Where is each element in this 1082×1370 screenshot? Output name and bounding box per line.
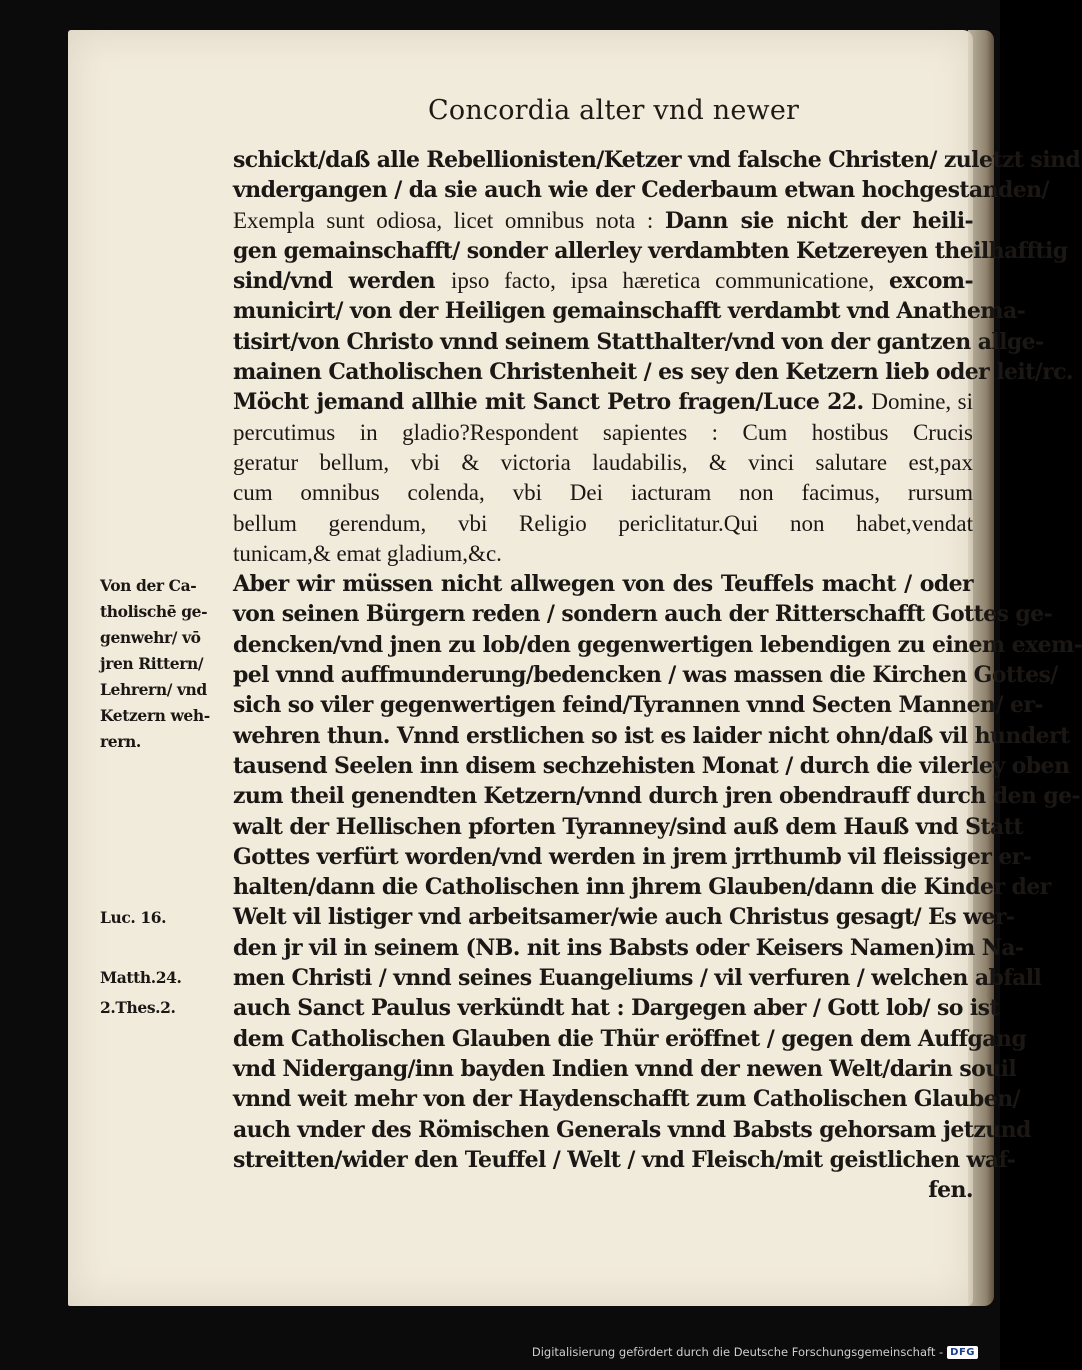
margin-note: Von der Ca- tholischē ge- genwehr/ vō jren Rittern/ Lehrern/ vnd Ketzern weh- rern.: [100, 576, 210, 752]
margin-note: Matth.24.: [100, 968, 182, 988]
margin-note: 2.Thes.2.: [100, 998, 176, 1018]
text-line: [233, 660, 1058, 690]
text-line: [233, 599, 1053, 629]
fraktur-text: auch Sanct Paulus verkündt hat : Dargegen aber / Gott lob/ so ist: [233, 995, 1000, 1022]
latin-text: bellum gerendum, vbi Religio periclitatur.Qui non habet,vendat: [233, 510, 973, 536]
fraktur-text: Gottes verfürt worden/vnd werden in jrem jrrthumb vil fleissiger er-: [233, 843, 1032, 870]
text-line: [233, 630, 1082, 660]
latin-text: percutimus in gladio?Respondent sapientes : Cum hostibus Crucis: [233, 419, 973, 445]
text-line: [233, 448, 973, 478]
fraktur-text: Dann sie nicht der heili-: [664, 207, 973, 234]
fraktur-text: pel vnnd auffmunderung/bedencken / was massen die Kirchen Gottes/: [233, 662, 1058, 689]
fraktur-text: men Christi / vnnd seines Euangeliums / vil verfuren / welchen abfall: [233, 965, 1042, 992]
text-line: [233, 1084, 1020, 1114]
fraktur-text: sind/vnd werden: [233, 268, 452, 295]
text-line: [233, 721, 1070, 751]
running-head: Concordia alter vnd newer: [428, 95, 800, 126]
text-line: [233, 1024, 1027, 1054]
text-line: [233, 145, 1081, 175]
text-line: [233, 872, 1051, 902]
digitization-footer: [532, 1342, 978, 1362]
text-line: [233, 1054, 1017, 1084]
main-text-block: [233, 145, 1082, 1205]
text-line: [233, 812, 1023, 842]
text-line: [233, 327, 1044, 357]
latin-text: geratur bellum, vbi & victoria laudabilis, & vinci salutare est,pax: [233, 449, 973, 475]
fraktur-text: sich so viler gegenwertigen feind/Tyrannen vnnd Secten Mannen/ er-: [233, 692, 1043, 719]
margin-note: Luc. 16.: [100, 907, 167, 927]
fraktur-text: gen gemainschafft/ sonder allerley verdambten Ketzereyen theilhafftig: [233, 237, 1068, 264]
text-line: [233, 296, 1026, 326]
text-line: [233, 418, 973, 448]
latin-text: ipso facto, ipsa hæretica communicatione,: [451, 268, 890, 294]
text-line: [233, 357, 1073, 387]
text-line: [233, 478, 973, 508]
fraktur-text: von seinen Bürgern reden / sondern auch der Ritterschafft Gottes ge-: [233, 601, 1053, 628]
fraktur-text: streitten/wider den Teuffel / Welt / vnd Fleisch/mit geistlichen waf-: [233, 1146, 1016, 1173]
text-line: [233, 206, 973, 236]
fraktur-text: dem Catholischen Glauben die Thür eröffnet / gegen dem Auffgang: [233, 1025, 1027, 1052]
text-line: [233, 842, 1032, 872]
fraktur-text: auch vnder des Römischen Generals vnnd Babsts gehorsam jetzund: [233, 1116, 1031, 1143]
fraktur-text: fen.: [928, 1177, 973, 1204]
text-line: [233, 387, 973, 417]
fraktur-text: schickt/daß alle Rebellionisten/Ketzer vnd falsche Christen/ zuletzt sind: [233, 147, 1081, 173]
latin-text: cum omnibus colenda, vbi Dei iacturam non facimus, rursum: [233, 480, 973, 506]
fraktur-text: Möcht jemand allhie mit Sanct Petro fragen/Luce 22.: [233, 389, 872, 416]
fraktur-text: tausend Seelen inn disem sechzehisten Monat / durch die vilerley oben: [233, 752, 1070, 779]
text-line: [233, 236, 1068, 266]
text-line: [233, 751, 1070, 781]
text-line: [233, 1145, 1016, 1175]
fraktur-text: municirt/ von der Heiligen gemainschafft verdambt vnd Anathema-: [233, 298, 1026, 325]
text-line: [233, 902, 1015, 932]
fraktur-text: walt der Hellischen pforten Tyranney/sind auß dem Hauß vnd Statt: [233, 813, 1023, 840]
fraktur-text: mainen Catholischen Christenheit / es sey den Ketzern lieb oder leit/rc.: [233, 359, 1073, 386]
fraktur-text: vndergangen / da sie auch wie der Cederbaum etwan hochgestanden/: [233, 177, 1049, 204]
fraktur-text: Welt vil listiger vnd arbeitsamer/wie auch Christus gesagt/ Es wer-: [233, 904, 1015, 931]
text-line: [233, 933, 1024, 963]
latin-text: Domine, si: [871, 389, 973, 415]
fraktur-text: dencken/vnd jnen zu lob/den gegenwertigen lebendigen zu einem exem-: [233, 631, 1082, 658]
fraktur-text: vnnd weit mehr von der Haydenschafft zum Catholischen Glauben/: [233, 1086, 1020, 1113]
text-line: [233, 509, 973, 539]
footer-credit: Digitalisierung gefördert durch die Deutsche Forschungsgemeinschaft -: [531, 1345, 944, 1359]
fraktur-text: halten/dann die Catholischen inn jhrem Glauben/dann die Kinder der: [233, 874, 1051, 901]
text-line: [233, 1115, 1031, 1145]
latin-text: tunicam,& emat gladium,&c.: [233, 540, 502, 566]
text-line: [233, 690, 1043, 720]
fraktur-text: wehren thun. Vnnd erstlichen so ist es laider nicht ohn/daß vil hundert: [233, 722, 1070, 749]
text-line: [233, 266, 973, 296]
text-line: [233, 1175, 973, 1205]
text-line: [233, 175, 1049, 205]
latin-text: Exempla sunt odiosa, licet omnibus nota :: [233, 207, 665, 233]
fraktur-text: excom-: [889, 268, 974, 295]
text-line: [233, 993, 1000, 1023]
text-line: [233, 569, 973, 599]
fraktur-text: den jr vil in seinem (NB. nit ins Babsts oder Keisers Namen)im Na-: [233, 934, 1024, 961]
dfg-logo-icon: DFG: [947, 1346, 978, 1359]
text-line: [233, 781, 1081, 811]
text-line: [233, 539, 973, 569]
fraktur-text: Aber wir müssen nicht allwegen von des Teuffels macht / oder: [233, 571, 973, 598]
text-line: [233, 963, 1042, 993]
fraktur-text: zum theil genendten Ketzern/vnnd durch jren obendrauff durch den ge-: [233, 783, 1081, 810]
fraktur-text: tisirt/von Christo vnnd seinem Statthalter/vnd von der gantzen allge-: [233, 328, 1044, 355]
fraktur-text: vnd Nidergang/inn bayden Indien vnnd der newen Welt/darin souil: [233, 1055, 1017, 1082]
